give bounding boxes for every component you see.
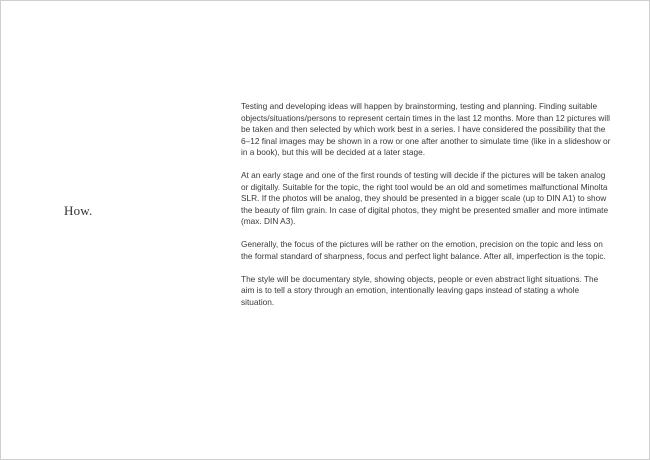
paragraph-style: The style will be documentary style, showing objects, people or even abstract light situations. The aim is to tell a story through an emotion, intentionally leaving gaps instead of stating a whole situation. <box>241 273 599 307</box>
body-text <box>241 101 611 320</box>
paragraph-brainstorming: Testing and developing ideas will happen by brainstorming, testing and planning. Finding suitable objects/situations/persons to represent certain times in the last 12 months. More than 12 pictures will be taken and then selected by which work best in a series. I have considered the possibility that the 6–12 final images may be shown in a row or one after another to simulate time (like in a slideshow or in a book), but this will be decided at a later stage. <box>241 101 611 157</box>
paragraph-analog-digital: At an early stage and one of the first rounds of testing will decide if the pictures will be taken analog or digitally. Suitable for the topic, the right tool would be an old and sometimes malfunctional Minolta SLR. If the photos will be analog, they should be presented in a bigger scale (up to DIN A1) to show the beauty of film grain. In case of digital photos, they might be presented smaller and more intimate (max. DIN A3). <box>241 170 609 226</box>
paragraph-focus: Generally, the focus of the pictures will be rather on the emotion, precision on the topic and less on the formal standard of sharpness, focus and perfect light balance. After all, imperfection is the topic. <box>241 239 606 261</box>
section-heading: How. <box>64 203 93 218</box>
